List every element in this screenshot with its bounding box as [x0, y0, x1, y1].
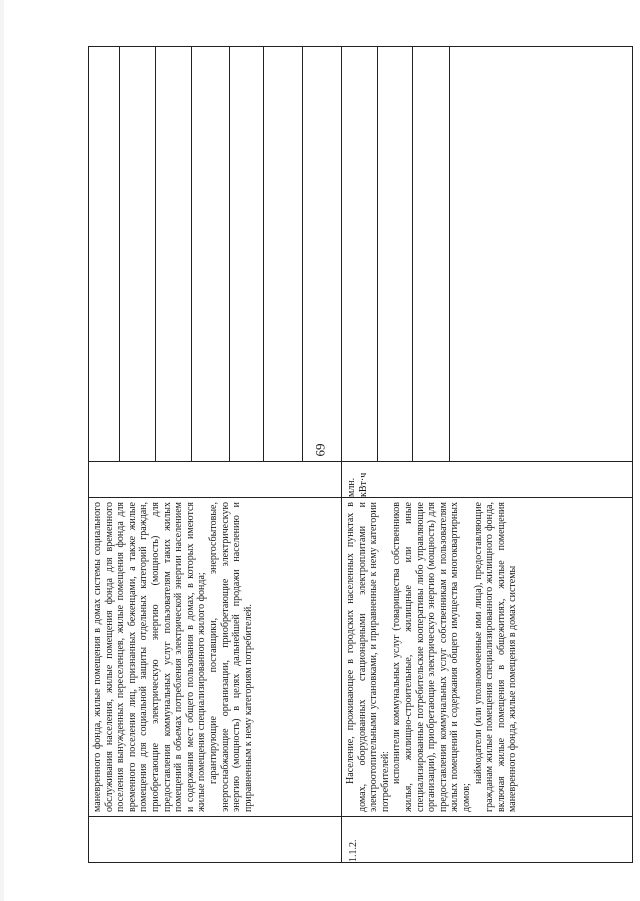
row-code-cell [342, 817, 632, 862]
table-line [229, 46, 230, 461]
table-line [449, 46, 450, 461]
row-paragraph: наймодатели (или уполномоченные ими лица), предоставляющие гражданам жилые помещения специализированного жилищного фонда, включая жилые помещения в общежитиях, жилые помещения маневренного фонда, жилые помещения в домах системы [472, 502, 519, 812]
table-line [155, 46, 156, 461]
row-paragraph: Население, проживающее в городских населенных пунктах в домах, оборудованных стационарными электроплитами и электроотопительными установками, и приравненные к нему категории потребителей: [345, 502, 391, 812]
continued-paragraph: гарантирующие поставщики, энергосбытовые, энергоснабжающие организации, приобретающие электрическую энергию (мощность) в целях дальнейшей продажи населению и приравненным к нему категориям потребителей. [207, 502, 254, 812]
row-unit-cell [342, 462, 632, 497]
table-line [377, 46, 378, 461]
continued-row-description [89, 498, 341, 816]
table-line [119, 46, 120, 461]
table-line [632, 46, 633, 862]
page-number [308, 437, 332, 463]
table-line [263, 46, 264, 461]
table-line [88, 862, 633, 863]
row-unit-line2: кВт·ч [357, 472, 369, 497]
table-line [302, 46, 303, 461]
continued-paragraph: маневренного фонда, жилые помещения в домах системы социального обслуживания населения, жилые помещения фонда для временного поселения вынужденных переселенцев, жилые помещения фонда для временного поселения лиц, признанных беженцами, а также жилые помещения для социальной защиты отдельных категорий граждан, приобретающие электрическую энергию (мощность) для предоставления коммунальных услуг пользователям таких жилых помещений в объемах потребления электрической энергии населением и содержания мест общего пользования в домах, в которых имеются жилые помещения специализированного жилого фонда; [92, 502, 208, 812]
page-number-text: 69 [312, 443, 327, 457]
table-line [88, 46, 633, 47]
row-description-cell [342, 498, 632, 816]
scan-edge [0, 0, 4, 901]
table-line [191, 46, 192, 461]
row-unit-line1: млн. [346, 477, 357, 497]
table-line [412, 46, 413, 461]
row-paragraph: исполнители коммунальных услуг (товарищества собственников жилья, жилищно-строительные, жилищные или иные специализированные потребительские кооперативы либо управляющие организации), приобретающие электрическую энергию (мощность) для предоставления коммунальных услуг собственникам и пользователям жилых помещений и содержания общего имущества многоквартирных домов; [391, 502, 472, 812]
row-code: 1.1.2. [348, 839, 359, 862]
